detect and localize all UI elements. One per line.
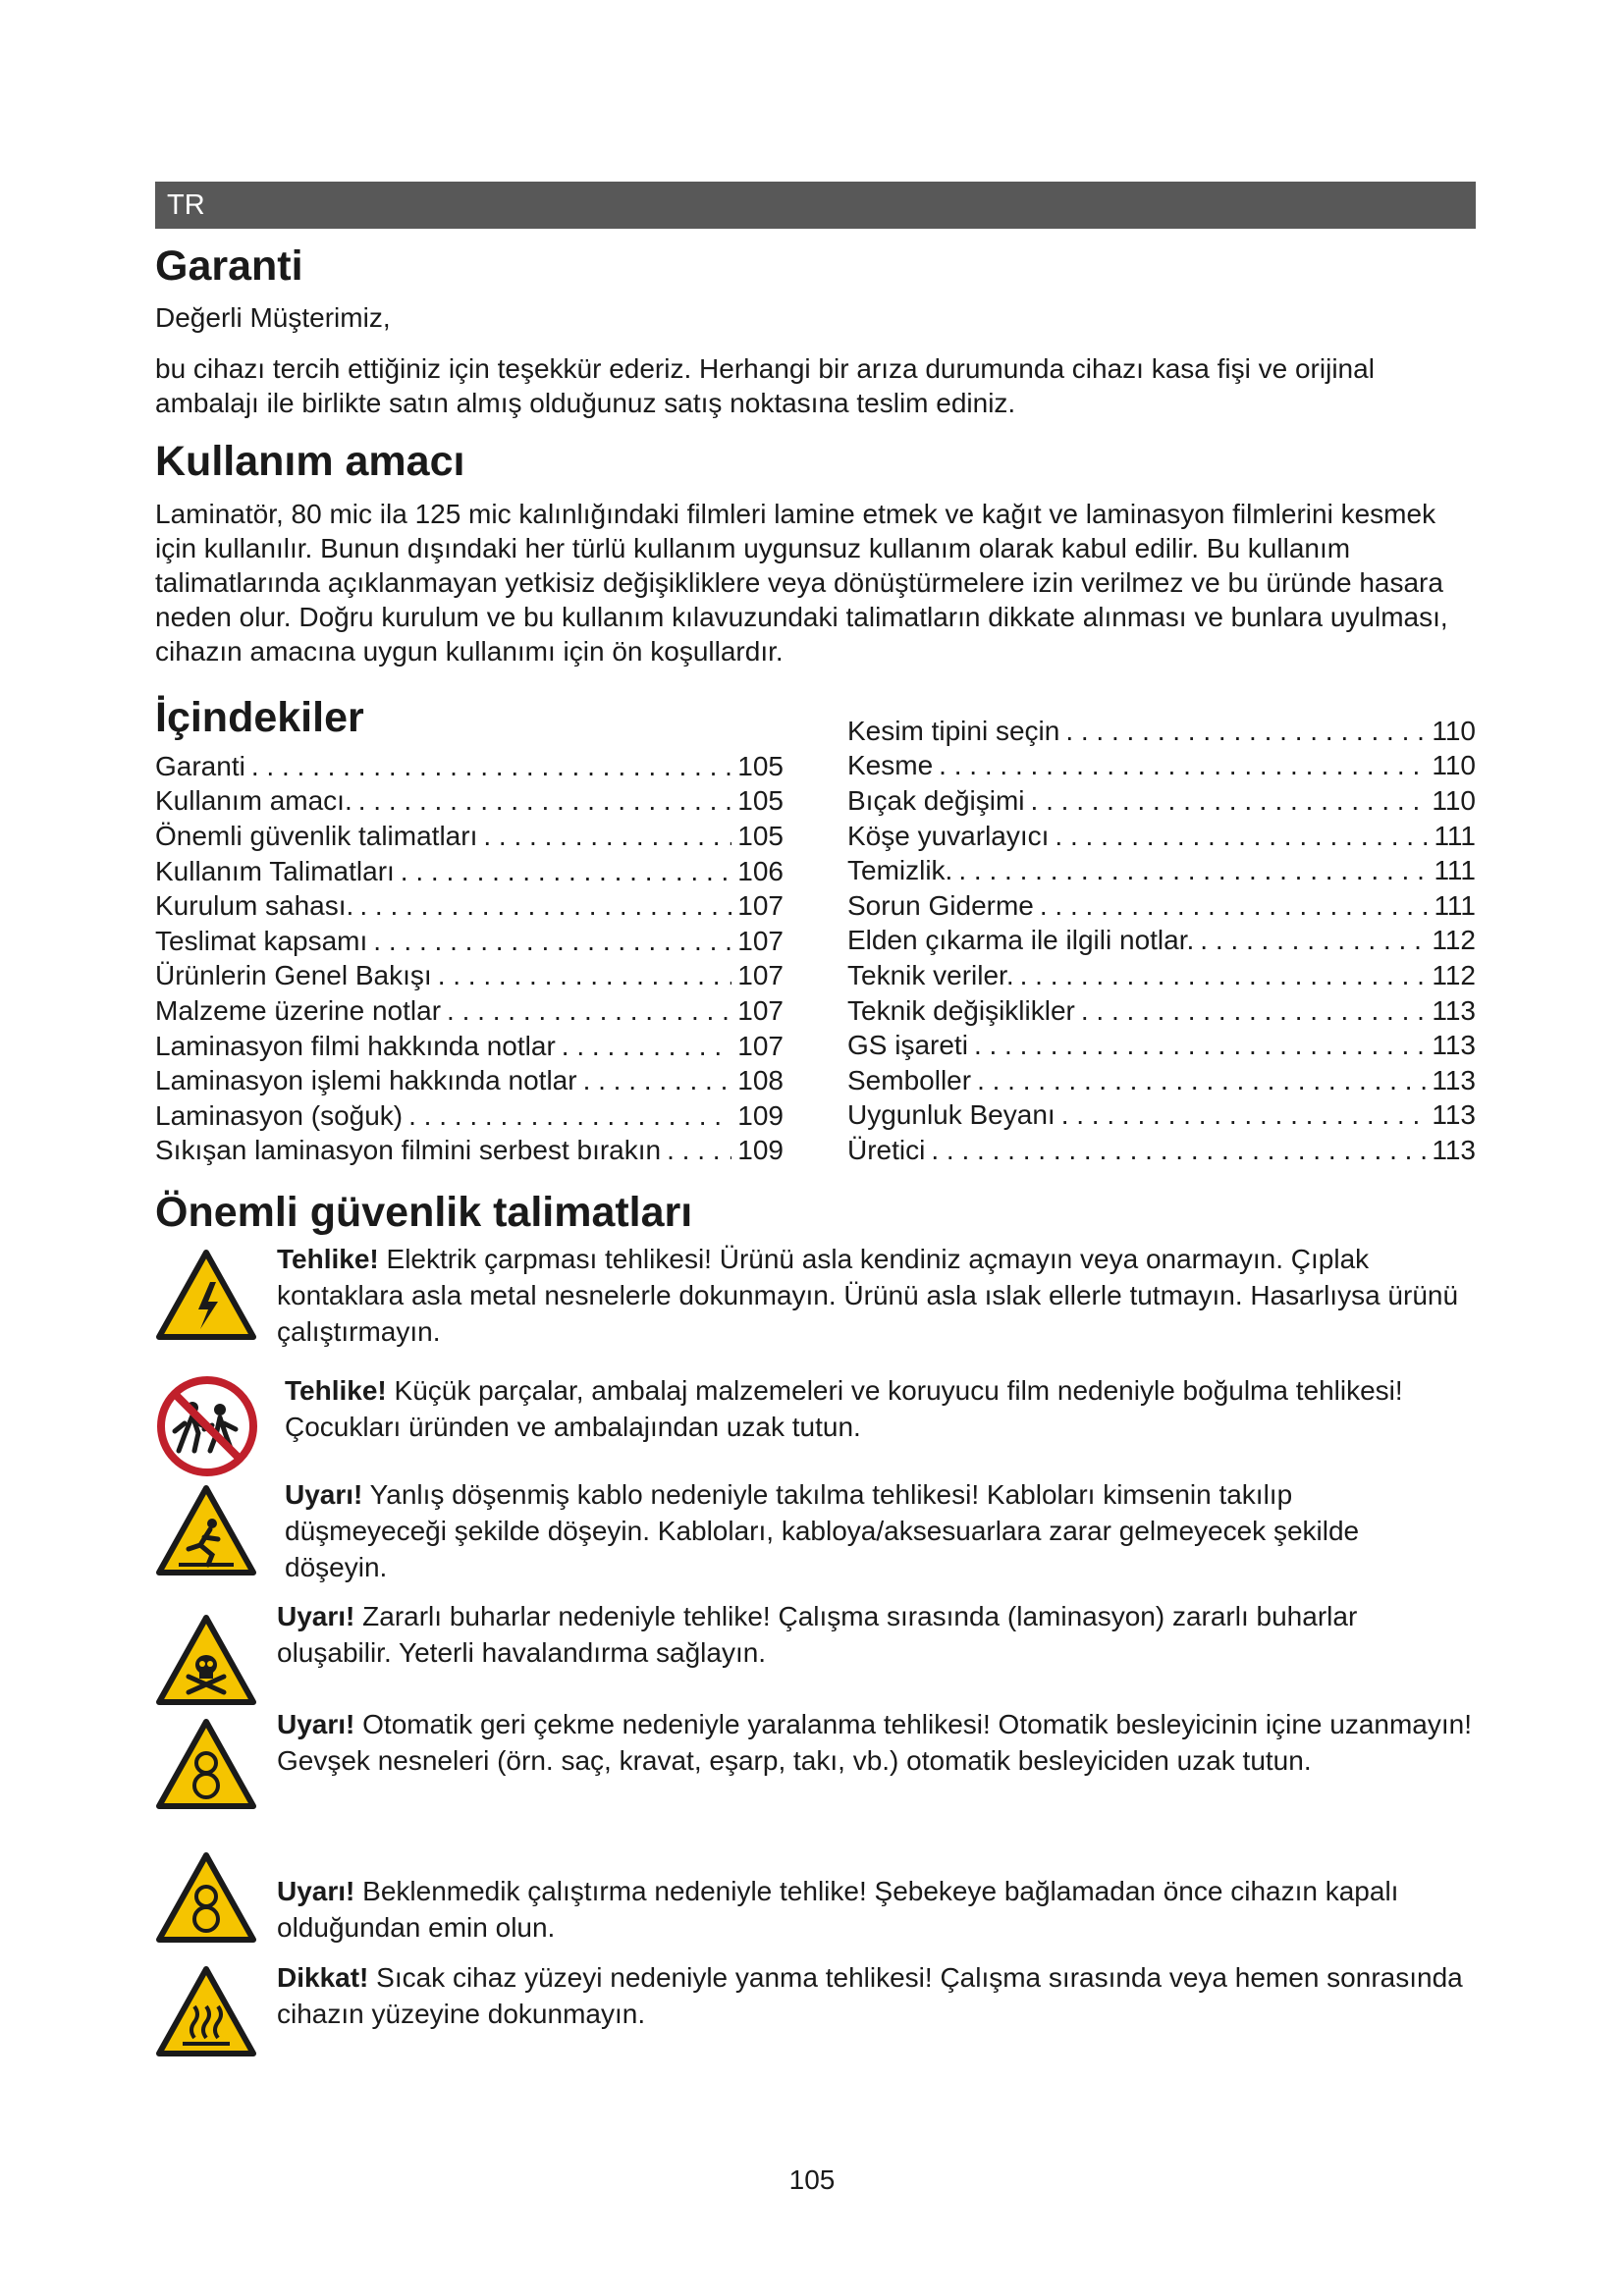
- toc-entry: [155, 1029, 784, 1064]
- toc-leader-dots: [977, 1063, 1426, 1098]
- section-title-garanti: Garanti: [155, 242, 303, 290]
- toc-entry-label: Elden çıkarma ile ilgili notlar.: [847, 925, 1195, 956]
- warning-text: [277, 1706, 1475, 1779]
- toc-entry-page: 113: [1432, 994, 1476, 1026]
- toc-leader-dots: [1055, 819, 1428, 854]
- toc-entry-label: Önemli güvenlik talimatları: [155, 821, 478, 852]
- toc-leader-dots: [583, 1063, 732, 1098]
- warning-label: Tehlike!: [285, 1375, 387, 1407]
- toc-entry-label: Bıçak değişimi: [847, 785, 1025, 817]
- toc-entry-label: Temizlik.: [847, 855, 953, 886]
- toc-entry: [847, 1063, 1476, 1098]
- toc-entry-page: 107: [737, 1030, 784, 1061]
- toc-entry-page: 110: [1432, 785, 1476, 817]
- warning-text: [285, 1476, 1443, 1585]
- warning-text: [277, 1959, 1475, 2032]
- warning-text: [277, 1241, 1475, 1350]
- warning-label: Uyarı!: [277, 1709, 355, 1740]
- warning-label: Uyarı!: [285, 1479, 363, 1511]
- toc-entry: [847, 958, 1476, 993]
- toc-entry: [847, 923, 1476, 958]
- toc-entry: [847, 993, 1476, 1029]
- automatic-retraction-icon: [155, 1718, 257, 1810]
- toc-entry-label: Sıkışan laminasyon filmini serbest bırakın: [155, 1135, 662, 1166]
- toc-leader-dots: [1040, 888, 1429, 924]
- toc-leader-dots: [974, 1028, 1426, 1063]
- warning-unexpected-start: [155, 1849, 1476, 1965]
- language-bar: [155, 182, 1476, 229]
- toc-entry: [155, 958, 784, 993]
- toc-entry: [155, 1133, 784, 1168]
- toc-entry-label: Laminasyon (soğuk): [155, 1099, 404, 1131]
- toc-entry-label: Teknik değişiklikler: [847, 994, 1075, 1026]
- toc-leader-dots: [667, 1133, 731, 1168]
- warning-description: Otomatik geri çekme nedeniyle yaralanma tehlikesi! Otomatik besleyicinin içine uzanmayın! Gevşek nesneleri (örn. saç, kravat, eşarp, takı, vb.) otomatik besleyiciden uzak tutun.: [277, 1709, 1472, 1777]
- hot-surface-icon: [155, 1965, 257, 2057]
- toc-left-column: [155, 749, 784, 1168]
- toc-leader-dots: [1061, 1097, 1427, 1133]
- toc-entry: [847, 1097, 1476, 1133]
- toc-leader-dots: [931, 1133, 1426, 1168]
- toc-leader-dots: [408, 1098, 731, 1134]
- toc-entry-page: 110: [1432, 750, 1476, 781]
- toc-entry-label: Sorun Giderme: [847, 889, 1034, 921]
- toc-entry-label: Kesme: [847, 750, 934, 781]
- toc-entry-page: 110: [1432, 715, 1476, 746]
- toc-entry: [155, 749, 784, 784]
- toc-leader-dots: [1200, 923, 1426, 958]
- toc-leader-dots: [1065, 714, 1426, 749]
- toc-entry-page: 107: [737, 995, 784, 1027]
- toc-entry: [847, 748, 1476, 783]
- toc-entry-page: 113: [1432, 1030, 1476, 1061]
- page-content: [155, 182, 1476, 2063]
- toc-entry: [847, 888, 1476, 924]
- toc-entry: [847, 853, 1476, 888]
- warning-label: Dikkat!: [277, 1962, 369, 1994]
- kullanim-body: Laminatör, 80 mic ila 125 mic kalınlığındaki filmleri lamine etmek ve kağıt ve laminasyon filmlerini kesmek için kullanılır. Bunun dışındaki her türlü kullanım uygunsuz kullanım olarak kabul edilir. Bu kullanım talimatlarında açıklanmayan yetkisiz değişikliklere veya dönüştürmelere izin verilmez ve bu üründe hasara neden olur. Doğru kurulum ve bu kullanım kılavuzundaki talimatların dikkate alınması ve bunlara uyulması, cihazın amacına uygun kullanımı için ön koşullardır.: [155, 498, 1448, 667]
- section-title-toc: İçindekiler: [155, 693, 364, 741]
- warning-choking: [155, 1372, 1476, 1474]
- toc-leader-dots: [358, 783, 732, 819]
- toc-leader-dots: [483, 819, 731, 854]
- keep-away-from-children-icon: [155, 1374, 259, 1478]
- toc-entry-page: 108: [737, 1065, 784, 1096]
- toc-entry-label: Teknik veriler.: [847, 960, 1014, 991]
- toc-leader-dots: [1020, 958, 1427, 993]
- warning-label: Uyarı!: [277, 1601, 355, 1632]
- section-title-safety: Önemli güvenlik talimatları: [155, 1188, 693, 1236]
- toc-entry-label: Garanti: [155, 750, 245, 781]
- toc-entry-page: 109: [737, 1099, 784, 1131]
- warning-description: Beklenmedik çalıştırma nedeniyle tehlike! Şebekeye bağlamadan önce cihazın kapalı olduğundan emin olun.: [277, 1876, 1399, 1944]
- toc-entry-label: Uygunluk Beyanı: [847, 1099, 1056, 1131]
- warning-text: [277, 1598, 1475, 1671]
- toc-entry: [155, 1098, 784, 1134]
- toc-leader-dots: [1031, 783, 1427, 819]
- toc-entry: [155, 1063, 784, 1098]
- table-of-contents: [155, 694, 1476, 1185]
- toc-leader-dots: [401, 854, 731, 889]
- warning-label: Uyarı!: [277, 1876, 355, 1907]
- page-number: 105: [788, 2164, 836, 2195]
- warning-description: Küçük parçalar, ambalaj malzemeleri ve koruyucu film nedeniyle boğulma tehlikesi! Çocukları üründen ve ambalajından uzak tutun.: [285, 1375, 1403, 1443]
- toc-entry-page: 106: [737, 855, 784, 886]
- toc-leader-dots: [373, 924, 731, 959]
- warning-retraction: [155, 1709, 1476, 1849]
- toc-leader-dots: [939, 748, 1426, 783]
- warning-description: Zararlı buharlar nedeniyle tehlike! Çalışma sırasında (laminasyon) zararlı buharlar oluşabilir. Yeterli havalandırma sağlayın.: [277, 1601, 1358, 1669]
- toc-entry-page: 113: [1432, 1135, 1476, 1165]
- greeting-text: Değerli Müşterimiz,: [155, 302, 391, 334]
- electric-shock-warning-icon: [155, 1249, 257, 1341]
- toc-entry-label: Kullanım amacı.: [155, 785, 352, 817]
- toc-entry-label: Kullanım Talimatları: [155, 855, 395, 886]
- toxic-fumes-icon: [155, 1614, 257, 1706]
- warning-tripping: [155, 1476, 1476, 1612]
- toc-entry-label: Semboller: [847, 1064, 972, 1095]
- toc-entry-label: Malzeme üzerine notlar: [155, 995, 442, 1027]
- warning-description: Yanlış döşenmiş kablo nedeniyle takılma tehlikesi! Kabloları kimsenin takılıp düşmeyeceği şekilde döşeyin. Kabloları, kabloya/aksesuarlara zarar gelmeyecek şekilde döşeyin.: [285, 1479, 1360, 1583]
- toc-entry-label: Ürünlerin Genel Bakışı: [155, 960, 432, 991]
- toc-entry-page: 111: [1434, 889, 1476, 921]
- toc-entry: [155, 888, 784, 924]
- toc-entry-page: 105: [737, 750, 784, 781]
- toc-entry-page: 107: [737, 925, 784, 956]
- toc-entry-page: 113: [1432, 1064, 1476, 1095]
- warning-text: [277, 1873, 1485, 1946]
- unexpected-start-icon: [155, 1851, 257, 1944]
- toc-entry-page: 105: [737, 821, 784, 852]
- toc-entry: [847, 714, 1476, 749]
- warning-text: [285, 1372, 1483, 1445]
- toc-entry: [847, 783, 1476, 819]
- toc-entry-page: 112: [1432, 925, 1476, 956]
- toc-entry-label: Kesim tipini seçin: [847, 715, 1060, 746]
- toc-leader-dots: [447, 993, 731, 1029]
- toc-entry: [847, 1133, 1476, 1168]
- toc-entry: [155, 993, 784, 1029]
- toc-entry-page: 109: [737, 1135, 784, 1166]
- toc-leader-dots: [359, 888, 731, 924]
- toc-entry-label: Köşe yuvarlayıcı: [847, 820, 1050, 851]
- toc-entry-page: 107: [737, 960, 784, 991]
- toc-leader-dots: [438, 958, 732, 993]
- toc-entry-label: Kurulum sahası.: [155, 890, 354, 922]
- warning-label: Tehlike!: [277, 1244, 379, 1275]
- toc-entry: [155, 819, 784, 854]
- toc-right-column: [847, 714, 1476, 1168]
- garanti-body: bu cihazı tercih ettiğiniz için teşekkür ederiz. Herhangi bir arıza durumunda cihazı kasa fişi ve orijinal ambalajı ile birlikte satın almış olduğunuz satış noktasına teslim ediniz.: [155, 353, 1375, 419]
- toc-entry-label: Laminasyon işlemi hakkında notlar: [155, 1065, 577, 1096]
- toc-entry: [847, 1028, 1476, 1063]
- toc-entry: [847, 819, 1476, 854]
- warning-fumes: [155, 1601, 1476, 1714]
- warning-description: Sıcak cihaz yüzeyi nedeniyle yanma tehlikesi! Çalışma sırasında veya hemen sonrasında cihazın yüzeyine dokunmayın.: [277, 1962, 1463, 2030]
- toc-entry-page: 111: [1434, 820, 1476, 851]
- warning-hot-surface: [155, 1962, 1476, 2063]
- toc-entry-label: GS işareti: [847, 1030, 968, 1061]
- toc-entry-page: 105: [737, 785, 784, 817]
- toc-leader-dots: [958, 853, 1428, 888]
- toc-entry-page: 107: [737, 890, 784, 922]
- toc-entry: [155, 924, 784, 959]
- warning-electric: [155, 1241, 1476, 1368]
- toc-leader-dots: [562, 1029, 732, 1064]
- toc-entry-label: Laminasyon filmi hakkında notlar: [155, 1030, 556, 1061]
- section-title-kullanim: Kullanım amacı: [155, 438, 465, 486]
- toc-entry-label: Üretici: [847, 1135, 926, 1165]
- toc-entry-page: 113: [1432, 1099, 1476, 1131]
- toc-entry-page: 111: [1434, 855, 1476, 886]
- warning-description: Elektrik çarpması tehlikesi! Ürünü asla kendiniz açmayın veya onarmayın. Çıplak kontaklara asla metal nesnelerle dokunmayın. Ürünü asla ıslak ellerle tutmayın. Hasarlıysa ürünü çalıştırmayın.: [277, 1244, 1459, 1348]
- tripping-hazard-icon: [155, 1484, 257, 1576]
- toc-leader-dots: [251, 749, 731, 784]
- toc-entry: [155, 783, 784, 819]
- toc-entry-page: 112: [1432, 960, 1476, 991]
- toc-leader-dots: [1081, 993, 1426, 1029]
- toc-entry: [155, 854, 784, 889]
- toc-entry-label: Teslimat kapsamı: [155, 925, 368, 956]
- language-code: TR: [167, 189, 205, 221]
